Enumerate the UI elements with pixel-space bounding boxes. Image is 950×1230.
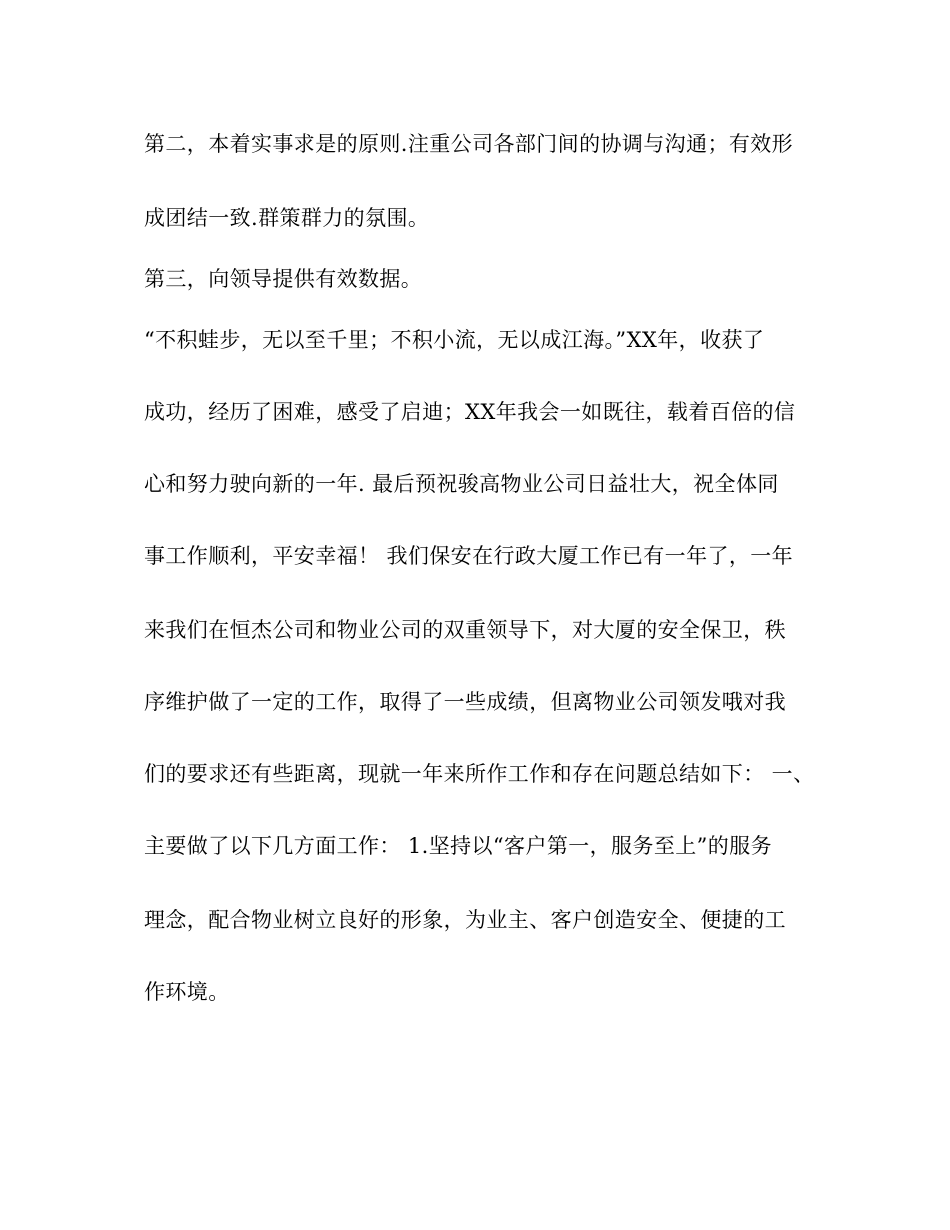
body-text-line: 理念，配合物业树立良好的形象，为业主、客户创造安全、便捷的工 [144, 908, 786, 932]
body-text-line: 主要做了以下几方面工作： 1.坚持以“客户第一，服务至上”的服务 [144, 834, 772, 858]
body-text-line: 来我们在恒杰公司和物业公司的双重领导下，对大厦的安全保卫，秩 [144, 618, 786, 642]
body-text-line: 成团结一致.群策群力的氛围。 [144, 206, 430, 230]
body-text-line: 事工作顺利，平安幸福！ 我们保安在行政大厦工作已有一年了，一年 [144, 544, 794, 568]
body-text-line: 成功，经历了困难，感受了启迪；XX年我会一如既往，载着百倍的信 [144, 400, 796, 424]
body-text-line: “不积蛙步，无以至千里；不积小流，无以成江海。”XX年，收获了 [144, 328, 765, 352]
body-text-line: 第二，本着实事求是的原则.注重公司各部门间的协调与沟通；有效形 [144, 132, 794, 156]
body-text-line: 们的要求还有些距离，现就一年来所作工作和存在问题总结如下： 一、 [144, 762, 815, 786]
body-text-line: 第三，向领导提供有效数据。 [144, 267, 423, 291]
body-text-line: 心和努力驶向新的一年. 最后预祝骏高物业公司日益壮大，祝全体同 [144, 472, 779, 496]
body-text-line: 序维护做了一定的工作，取得了一些成绩，但离物业公司领发哦对我 [144, 690, 786, 714]
body-text-line: 作环境。 [144, 980, 230, 1004]
